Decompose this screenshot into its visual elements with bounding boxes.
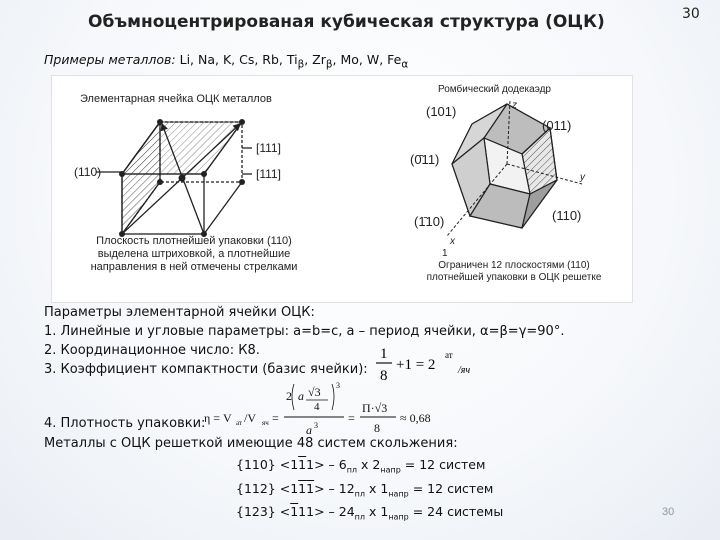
fp-a-den: a (306, 423, 312, 437)
fp-slash: /V (244, 411, 256, 425)
fp-eq-2: = (348, 411, 355, 425)
packing-density-formula (202, 376, 442, 442)
bcc-unit-cell (96, 122, 252, 234)
fp-a-num: a (298, 389, 304, 403)
fk-rest: +1 = 2 (396, 357, 436, 373)
axis-x-label: x (450, 236, 455, 247)
plane-110-hatched-2 (122, 122, 242, 174)
crystal-figure (52, 76, 632, 302)
slip-systems-title: Металлы с ОЦК решеткой имеющие 48 систем скольжения: (44, 436, 458, 451)
slide-number: 30 (682, 6, 700, 22)
fk-den: 8 (380, 368, 388, 384)
face-1bar10-label: (1̄10) (414, 214, 445, 229)
face-0bar11-label: (0̄11) (410, 152, 440, 167)
label-direction-111-a: [111] (256, 141, 281, 155)
fp-eq: = (272, 411, 279, 425)
left-caption-line-2: выделена штриховкой, а плотнейшие (97, 248, 291, 260)
left-figure-title: Элементарная ячейка ОЦК металлов (80, 93, 272, 105)
axis-one-label: 1 (442, 248, 448, 259)
right-caption-line-1: Ограничен 12 плоскостями (110) (438, 260, 590, 271)
axis-z-label: z (512, 100, 517, 111)
slip-row-123: $\{123\} <111> - 24_{пл}$ х $1_{напр} = 24$ системы (236, 504, 504, 522)
fp-sqrt3-num: √3 (308, 385, 321, 399)
slide-title: Объмноцентрированая кубическая структура (ОЦК) (88, 12, 605, 32)
fp-sub-ya: яч (262, 419, 269, 427)
fk-num: 1 (380, 346, 388, 362)
right-caption-line-2: плотнейшей упаковки в ОЦК решетке (426, 272, 602, 283)
fp-coef: 2 (286, 389, 292, 403)
face-101-label: (101) (426, 104, 457, 119)
left-caption-line-1: Плоскость плотнейшей упаковки (110) (96, 235, 292, 247)
axis-y-label: y (580, 172, 585, 183)
fp-eight: 8 (374, 421, 380, 435)
fp-approx: ≈ 0,68 (400, 411, 431, 425)
footer-slide-number: 30 (662, 506, 675, 518)
crystal-figure-svg (52, 76, 632, 302)
params-heading: Параметры элементарной ячейки ОЦК: (44, 305, 315, 320)
metals-label: Примеры металлов: (44, 52, 176, 67)
metals-list: Li, Na, K, Cs, Rb, $Ti_\beta$, $Zr_\beta$, Mo, W, $Fe_\alpha$ (179, 52, 409, 71)
slip-row-112: $\{112\} <111> - 12_{пл}$ х $1_{напр} = 12$ систем (236, 480, 494, 498)
face-011-label: (011) (542, 118, 572, 133)
label-direction-111-b: [111] (256, 167, 281, 181)
params-item-1: 1. Линейные и угловые параметры: a=b=c, a – период ячейки, α=β=γ=90°. (44, 324, 565, 339)
fp-three-den: 3 (314, 421, 318, 430)
fk-tail: /яч (458, 365, 471, 376)
fp-sub-at: ат (236, 419, 242, 427)
fk-sup: ат (445, 350, 453, 360)
fp-eta: η = V (204, 411, 232, 425)
label-plane-110: (110) (74, 165, 102, 179)
fp-three: 3 (336, 381, 340, 390)
right-figure-title: Ромбический додекаэдр (438, 84, 551, 95)
left-caption-line-3: направления в ней отмечены стрелками (90, 261, 298, 273)
face-110-label: (110) (552, 208, 582, 223)
params-item-2: 2. Координационное число: К8. (44, 343, 260, 358)
density-label: 4. Плотность упаковки: (44, 416, 206, 431)
fp-pi-expr: Π·√3 (362, 401, 388, 415)
fp-four: 4 (314, 401, 320, 413)
slip-row-110: $\{110\} <111> - 6_{пл}$ х $2_{напр} = 12$ систем (236, 457, 486, 475)
params-item-3: 3. Коэффициент компактности (базис ячейки): (44, 362, 368, 377)
slip-systems-list (236, 456, 503, 527)
metals-examples (44, 52, 408, 71)
